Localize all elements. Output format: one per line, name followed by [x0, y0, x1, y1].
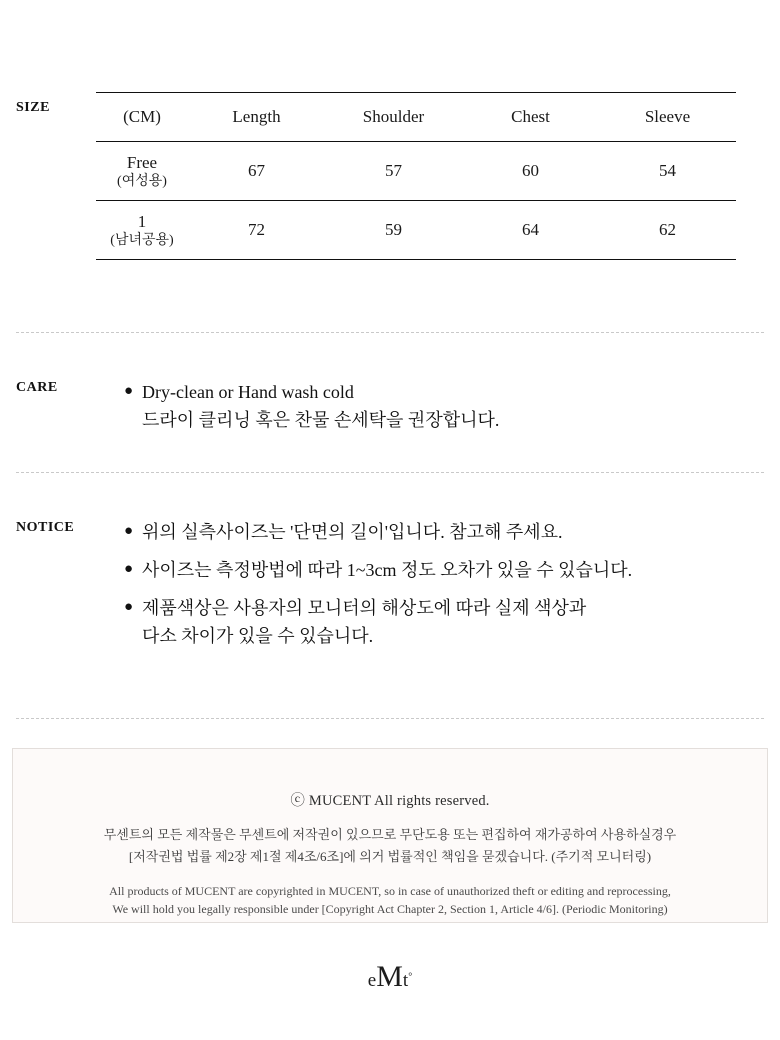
- logo-letter-e: e: [367, 970, 377, 991]
- copyright-title: ⓒ MUCENT All rights reserved.: [290, 793, 490, 809]
- cell-length: 72: [188, 201, 325, 260]
- size-table: [96, 92, 736, 260]
- notice-bullet-list: [124, 518, 764, 660]
- brand-logo: [0, 960, 780, 994]
- bullet-icon: ●: [124, 599, 134, 615]
- header-length: Length: [188, 93, 325, 142]
- table-header-row: [96, 93, 736, 142]
- care-bullet-line1: Dry-clean or Hand wash cold: [142, 382, 354, 402]
- row-label-stack: [96, 152, 188, 191]
- bullet-icon: ●: [124, 561, 134, 577]
- copyright-ko-line1: 무센트의 모든 제작물은 무센트에 저작권이 있으므로 무단도용 또는 편집하여 재가공하여 사용하실경우: [103, 827, 677, 842]
- notice-section-label: NOTICE: [16, 520, 75, 535]
- list-item: [124, 518, 764, 546]
- copyright-english-text: [13, 882, 767, 918]
- copyright-korean-text: [13, 824, 767, 868]
- size-section-label: SIZE: [16, 100, 50, 115]
- notice-bullet-text: [142, 556, 632, 584]
- row-label-one: [96, 201, 188, 260]
- row-label-free: [96, 142, 188, 201]
- divider-notice-copyright: [16, 718, 764, 719]
- divider-size-care: [16, 332, 764, 333]
- logo-letter-m: M: [376, 960, 403, 993]
- notice-bullet-line1: 사이즈는 측정방법에 따라 1~3cm 정도 오차가 있을 수 있습니다.: [142, 560, 633, 580]
- cell-chest: 64: [462, 201, 599, 260]
- divider-care-notice: [16, 472, 764, 473]
- cell-shoulder: 57: [325, 142, 462, 201]
- size-table-body: [96, 142, 736, 260]
- care-section-label: CARE: [16, 380, 58, 395]
- header-cm: (CM): [96, 93, 188, 142]
- notice-bullet-line1: 위의 실측사이즈는 '단면의 길이'입니다. 참고해 주세요.: [142, 522, 563, 542]
- header-chest: Chest: [462, 93, 599, 142]
- logo-letter-t: t: [402, 970, 409, 991]
- cell-sleeve: 62: [599, 201, 736, 260]
- cell-shoulder: 59: [325, 201, 462, 260]
- cell-chest: 60: [462, 142, 599, 201]
- list-item: [124, 594, 764, 650]
- cell-length: 67: [188, 142, 325, 201]
- row-label-en: Free: [126, 152, 158, 172]
- copyright-box: [12, 748, 768, 923]
- logo-dot-icon: °: [408, 971, 413, 983]
- table-row: [96, 201, 736, 260]
- cell-sleeve: 54: [599, 142, 736, 201]
- bullet-icon: ●: [124, 383, 134, 399]
- table-row: [96, 142, 736, 201]
- care-bullet-list: [124, 378, 764, 444]
- size-table-wrapper: [96, 92, 736, 260]
- row-label-stack: [96, 211, 188, 250]
- row-label-en: 1: [137, 211, 147, 231]
- notice-bullet-text: [142, 518, 563, 546]
- bullet-icon: ●: [124, 523, 134, 539]
- care-bullet-line2: 드라이 클리닝 혹은 찬물 손세탁을 권장합니다.: [142, 410, 500, 430]
- copyright-en-line2: We will hold you legally responsible under [Copyright Act Chapter 2, Section 1, Article 4/6]. (Periodic Monitoring): [112, 902, 668, 916]
- notice-bullet-text: [142, 594, 586, 650]
- list-item: [124, 378, 764, 434]
- header-sleeve: Sleeve: [599, 93, 736, 142]
- notice-bullet-line2: 다소 차이가 있을 수 있습니다.: [142, 626, 374, 646]
- row-label-ko: (남녀공용): [110, 232, 174, 248]
- row-label-ko: (여성용): [117, 173, 167, 189]
- size-table-head: [96, 93, 736, 142]
- notice-bullet-line1: 제품색상은 사용자의 모니터의 해상도에 따라 실제 색상과: [142, 598, 587, 618]
- care-bullet-text: [142, 378, 499, 434]
- list-item: [124, 556, 764, 584]
- copyright-ko-line2: [저작권법 법률 제2장 제1절 제4조/6조]에 의거 법률적인 책임을 묻겠습니다. (주기적 모니터링): [128, 849, 652, 864]
- header-shoulder: Shoulder: [325, 93, 462, 142]
- copyright-en-line1: All products of MUCENT are copyrighted in MUCENT, so in case of unauthorized theft or editing and reprocessing,: [109, 884, 671, 898]
